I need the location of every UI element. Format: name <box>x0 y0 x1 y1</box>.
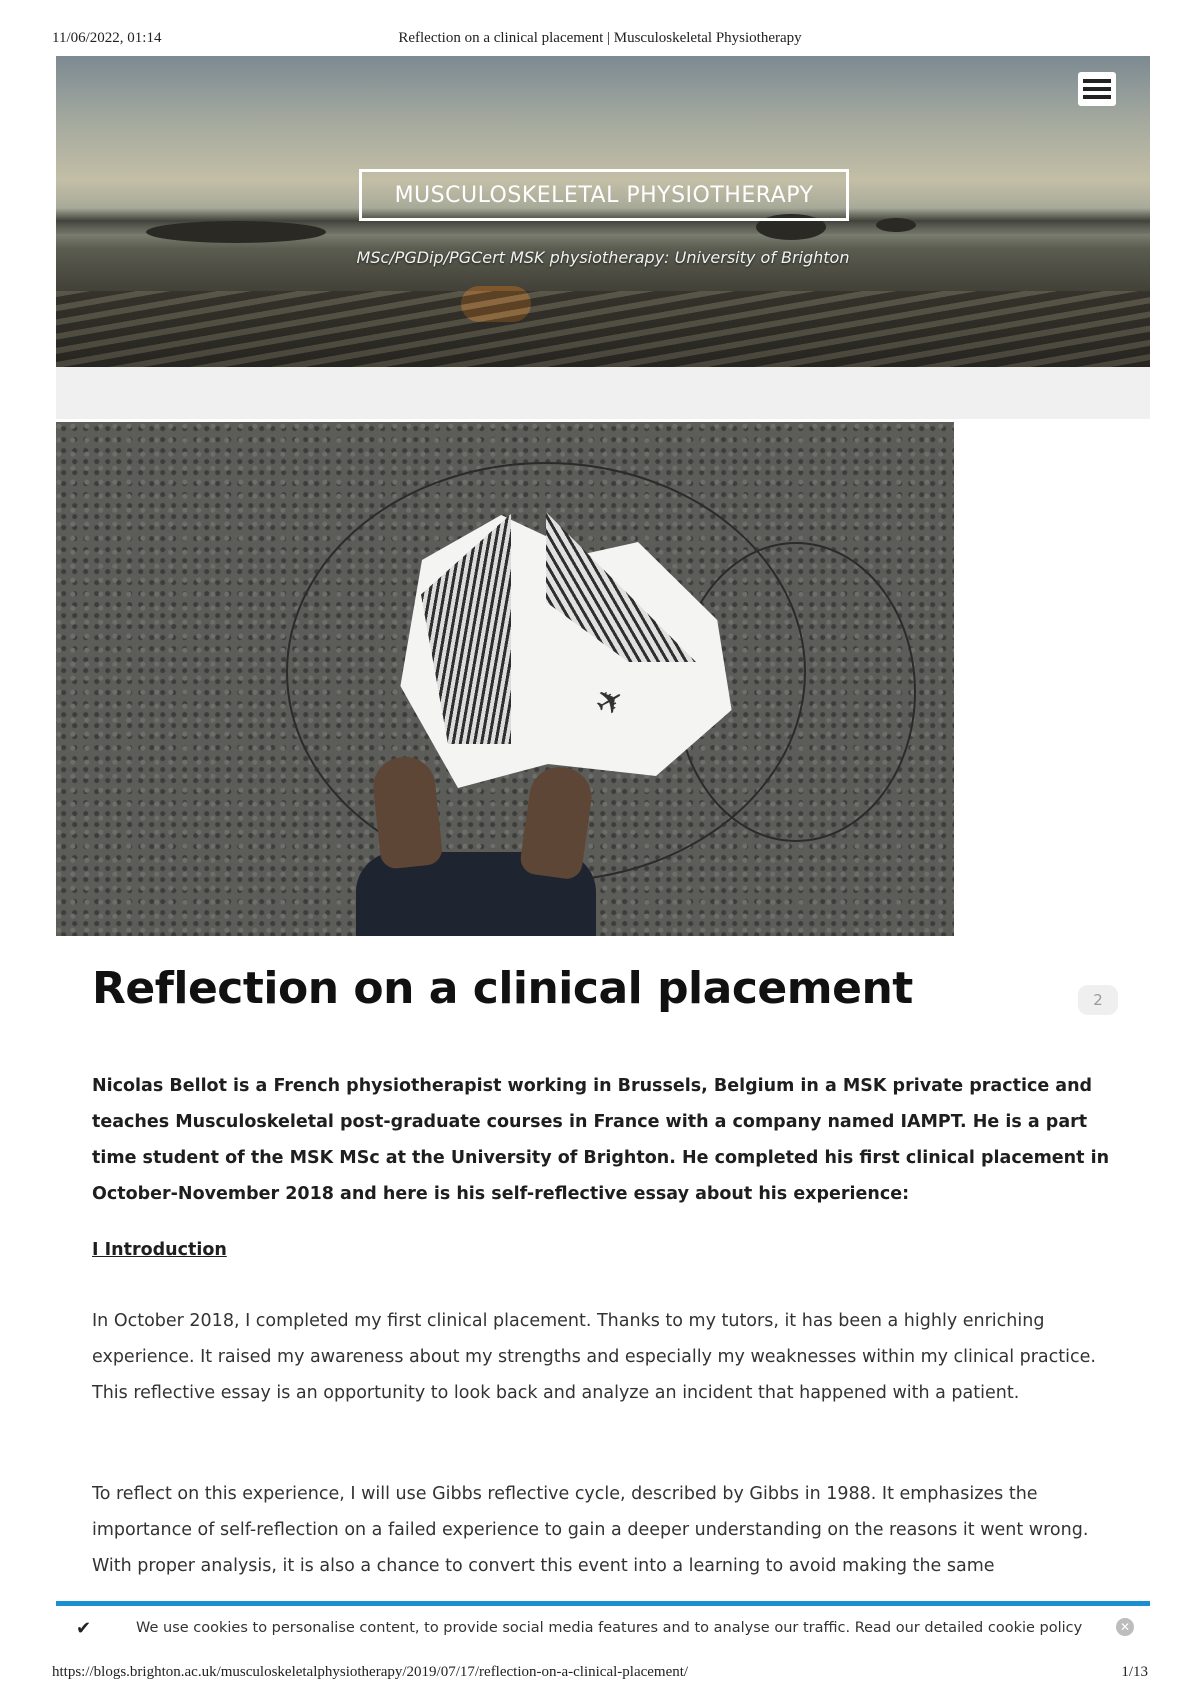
checkmark-icon[interactable]: ✔ <box>76 1618 92 1639</box>
cookie-message: We use cookies to personalise content, to provide social media features and to analyse our traffic. Read our detailed cookie policy <box>136 1620 1083 1636</box>
navigation-strip <box>56 367 1150 419</box>
banner-rock <box>146 221 326 243</box>
print-footer <box>52 1664 1148 1686</box>
header-banner <box>56 56 1150 367</box>
post-paragraph: To reflect on this experience, I will use Gibbs reflective cycle, described by Gibbs in 1988. It emphasizes the importance of self-reflection on a failed experience to gain a deeper understanding on the reasons it went wrong. With proper analysis, it is also a chance to convert this event into a learning to avoid making the same <box>92 1484 1089 1576</box>
section-heading: I Introduction <box>92 1240 227 1260</box>
airplane-icon: ✈ <box>587 677 633 727</box>
featured-image <box>56 422 954 936</box>
comment-count-badge[interactable]: 2 <box>1078 985 1118 1015</box>
banner-rock <box>876 218 916 232</box>
site-tagline: MSc/PGDip/PGCert MSK physiotherapy: University of Brighton <box>356 248 850 267</box>
hamburger-menu-icon[interactable] <box>1078 72 1116 106</box>
post-header <box>92 965 1122 1013</box>
print-page-number: 1/13 <box>1121 1664 1148 1680</box>
post-paragraph: In October 2018, I completed my first clinical placement. Thanks to my tutors, it has been a highly enriching experience. It raised my awareness about my strengths and especially my weaknesses within my clinical practice. This reflective essay is an opportunity to look back and analyze an incident that happened with a patient. <box>92 1311 1096 1403</box>
banner-water-reflection <box>56 291 1150 367</box>
site-title-link[interactable] <box>359 169 849 221</box>
print-datetime: 11/06/2022, 01:14 <box>52 30 162 46</box>
print-header <box>52 30 1148 52</box>
post-title: Reflection on a clinical placement <box>92 963 913 1014</box>
print-url: https://blogs.brighton.ac.uk/musculoskeletalphysiotherapy/2019/07/17/reflection-on-a-clinical-placement/ <box>52 1664 689 1680</box>
post-intro: Nicolas Bellot is a French physiotherapist working in Brussels, Belgium in a MSK private practice and teaches Musculoskeletal post-graduate courses in France with a company named IAMPT. He is a part time student of the MSK MSc at the University of Brighton. He completed his first clinical placement in October-November 2018 and here is his self-reflective essay about his experience: <box>92 1076 1110 1204</box>
cookie-consent-bar <box>56 1601 1150 1653</box>
print-document-title: Reflection on a clinical placement | Musculoskeletal Physiotherapy <box>398 30 802 46</box>
site-title: MUSCULOSKELETAL PHYSIOTHERAPY <box>394 182 814 208</box>
close-icon[interactable]: ✕ <box>1116 1618 1134 1636</box>
